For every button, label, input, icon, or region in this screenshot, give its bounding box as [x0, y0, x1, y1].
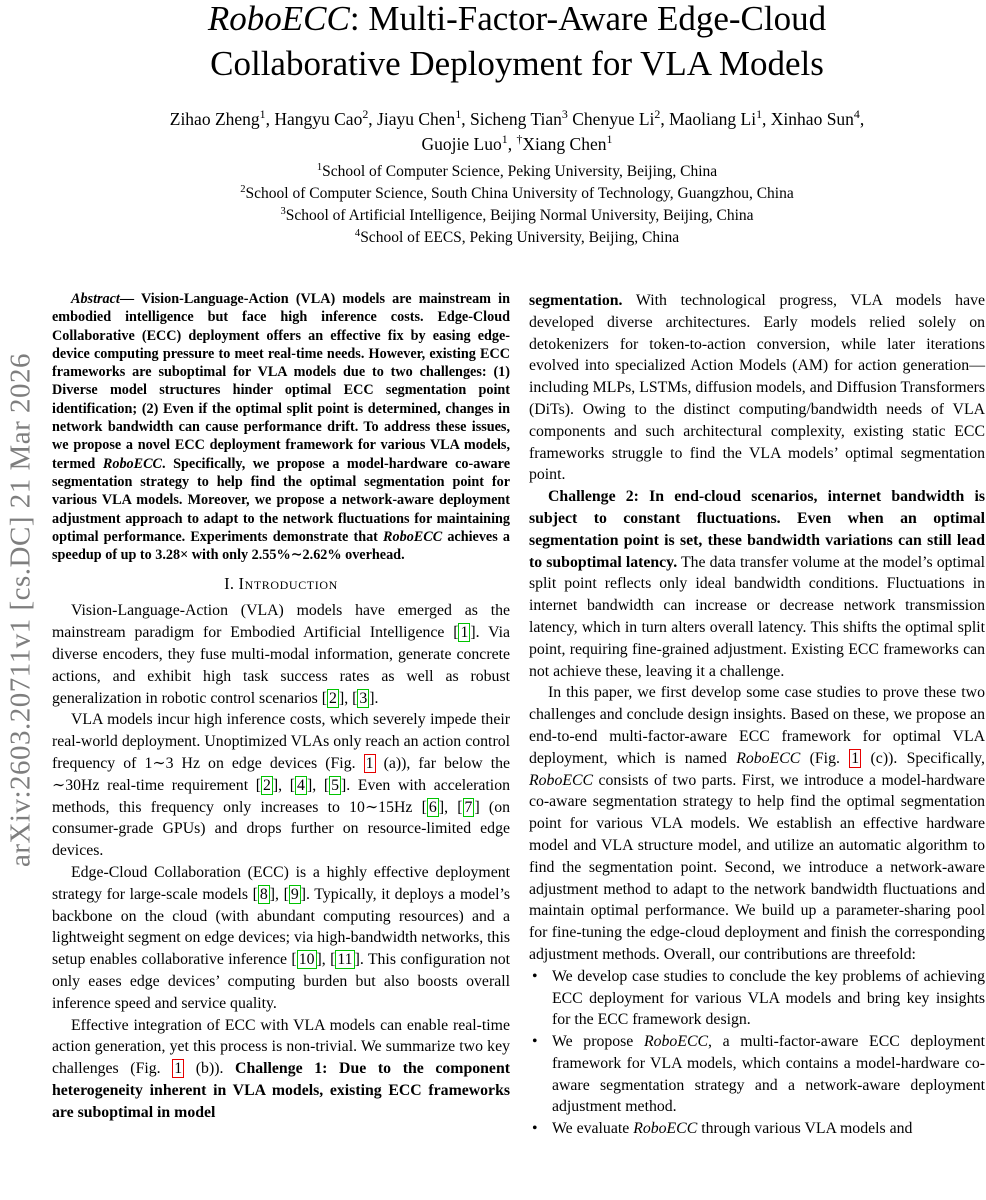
right-column	[529, 290, 985, 1140]
citation-link[interactable]: 8	[259, 885, 268, 903]
arxiv-watermark: arXiv:2603.20711v1 [cs.DC] 21 Mar 2026	[4, 352, 37, 868]
text-segment: RoboECC	[643, 1033, 709, 1051]
contribution-list-item-2	[529, 1031, 985, 1118]
affiliation-line-4	[49, 227, 985, 249]
text-segment: , Hangyu Cao	[265, 109, 363, 129]
text-segment: 2	[654, 107, 661, 122]
text-segment: Vision-Language-Action (VLA) models have emerged as the mainstream paradigm for Embodied Artificial Intelligence [	[52, 602, 510, 642]
text-segment: I.	[224, 574, 239, 594]
section-heading-introduction	[52, 574, 510, 593]
citation-link[interactable]: 5	[331, 776, 339, 794]
affiliation-line-1	[49, 161, 985, 183]
text-segment: , Maoliang Li	[660, 109, 757, 129]
text-segment: 2	[240, 183, 246, 195]
intro-paragraph-2	[52, 709, 510, 862]
text-segment: School of EECS, Peking University, Beijing, China	[360, 229, 680, 246]
authors-line1	[49, 107, 985, 132]
abstract-paragraph	[52, 290, 510, 564]
text-segment: Abstract	[71, 291, 120, 307]
text-segment: ], [	[306, 776, 330, 794]
text-segment: Challenge 2: In end-cloud scenarios, internet bandwidth is subject to constant fluctuations. Even when an optimal segmentation point is set, these bandwidth variations can still lead to suboptimal latency.	[529, 488, 985, 571]
citation-link[interactable]: 9	[290, 885, 299, 903]
text-segment: (Fig.	[800, 749, 850, 767]
text-segment: We evaluate	[552, 1120, 634, 1138]
text-segment: ].	[369, 689, 379, 707]
text-segment: Challenge 1: Due to the component heterogeneity inherent in VLA models, existing ECC frameworks are suboptimal in model	[52, 1060, 510, 1121]
intro-paragraph-5	[529, 290, 985, 486]
text-segment: , a multi-factor-aware ECC deployment framework for VLA models, which contains a model-hardware co-aware segmentation strategy and a network-aware deployment adjustment method.	[552, 1033, 985, 1116]
text-segment: , Xinhao Sun	[762, 109, 854, 129]
text-segment: RoboECC	[207, 0, 350, 38]
bullet-icon: •	[532, 1120, 538, 1138]
text-segment: ], [	[338, 689, 358, 707]
text-segment: We develop case studies to conclude the key problems of achieving ECC deployment for various VLA models and bring key insights for the ECC framework design.	[552, 967, 985, 1029]
text-segment: Effective integration of ECC with VLA models can enable real-time action generation, yet this process is non-trivial. We summarize two key challenges (Fig.	[52, 1016, 510, 1078]
text-segment: segmentation.	[529, 292, 623, 309]
text-segment: ], [	[438, 798, 463, 816]
intro-paragraph-7	[529, 682, 985, 965]
text-segment: VLA models incur high inference costs, which severely impede their real-world deployment. Unoptimized VLAs only reach an action control frequency of 1∼3 Hz on edge devices (Fig.	[52, 711, 510, 773]
paper-title	[49, 0, 985, 86]
citation-link[interactable]: 2	[329, 689, 337, 707]
text-segment: 1	[756, 107, 763, 122]
figure-ref-link[interactable]: 1	[851, 749, 860, 767]
bullet-text-1	[552, 966, 985, 1031]
text-segment: . Specifically, we propose a model-hardware co-aware segmentation strategy to help find the optimal segmentation point for various VLA models. Moreover, we propose a network-aware deployment adjustment approach to adapt to the network fluctuations for maintaining optimal performance. Experiments demonstrate that	[52, 455, 510, 545]
text-segment: †	[516, 132, 523, 147]
figure-ref-link[interactable]: 1	[365, 755, 374, 773]
text-segment: ]. Via diverse encoders, they fuse multi-modal information, generate concrete actions, and exhibit high task success rates as well as robust generalization in robotic control scenarios [	[52, 624, 510, 707]
bullet-text-3	[552, 1118, 985, 1140]
text-segment: 1	[259, 107, 266, 122]
text-segment: RoboECC	[736, 749, 801, 767]
text-segment: (a)), far below the ∼30Hz real-time requirement [	[52, 755, 511, 794]
paper-title-line2	[49, 41, 985, 86]
text-segment: RoboECC	[383, 528, 443, 545]
text-segment: RoboECC	[633, 1120, 698, 1138]
intro-paragraph-6	[529, 486, 985, 682]
author-list	[49, 107, 985, 157]
text-segment: (b)).	[184, 1060, 236, 1078]
text-segment: ] (on consumer-grade GPUs) and drops further on resource-limited edge devices.	[52, 798, 510, 860]
text-segment: 4	[354, 227, 361, 239]
intro-paragraph-3	[52, 862, 510, 1015]
text-segment: Guojie Luo	[421, 134, 502, 154]
citation-link[interactable]: 4	[297, 776, 305, 794]
bullet-icon: •	[532, 967, 538, 985]
text-segment: ,	[507, 134, 517, 154]
contribution-list-item-1	[529, 966, 985, 1031]
text-segment: 3	[561, 107, 568, 122]
citation-link[interactable]: 3	[359, 689, 368, 707]
paper-header	[49, 0, 985, 249]
text-segment: School of Artificial Intelligence, Beijing Normal University, Beijing, China	[285, 207, 754, 224]
text-segment: (c)). Specifically,	[861, 749, 986, 767]
text-segment: 1	[501, 132, 508, 147]
text-segment: 2	[362, 107, 369, 122]
text-segment: Xiang Chen	[522, 134, 607, 154]
text-segment: 1	[455, 107, 462, 122]
text-segment: — Vision-Language-Action (VLA) models are mainstream in embodied intelligence but face high inference costs. Edge-Cloud Collaborative (ECC) deployment offers an effective fix by easing edge-device computing pressure to meet real-time needs. However, existing ECC frameworks are suboptimal for VLA models due to two challenges: (1) Diverse model structures hinder optimal ECC segmentation point identification; (2) Even if the optimal split point is determined, changes in network bandwidth can cause performance drift. To address these issues, we propose a novel ECC deployment framework for various VLA models, termed	[52, 291, 510, 472]
text-segment: Introduction	[238, 574, 338, 594]
text-segment: through various VLA models and	[697, 1120, 913, 1138]
text-segment: RoboECC	[102, 455, 163, 472]
text-segment: , Sicheng Tian	[461, 109, 562, 129]
text-segment: ,	[859, 109, 865, 129]
citation-link[interactable]: 11	[337, 951, 353, 969]
text-segment: Collaborative Deployment for VLA Models	[210, 44, 824, 83]
bullet-icon: •	[532, 1033, 538, 1051]
text-segment: ]. Typically, it deploys a model’s backbone on the cloud (with abundant computing resources) and a lightweight segment on edge devices; via high-bandwidth networks, this setup enables collaborative inference [	[52, 885, 510, 969]
text-segment: ], [	[316, 951, 336, 969]
authors-line2	[49, 132, 985, 157]
text-segment: 4	[853, 107, 860, 122]
citation-link[interactable]: 10	[298, 951, 315, 969]
text-segment: 3	[280, 205, 286, 217]
intro-paragraph-4	[52, 1015, 510, 1124]
text-segment: With technological progress, VLA models have developed diverse architectures. Early models relied solely on detokenizers for token-to-action conversion, while later iterations evolved into specialized Action Models (AM) for action generation—including MLPs, LSTMs, diffusion models, and Diffusion Transformers (DiTs). Owing to the distinct computing/bandwidth needs of VLA components and such architectural complexity, existing static ECC frameworks struggle to find the VLA models’ optimal segmentation point.	[529, 292, 985, 484]
text-segment: The data transfer volume at the model’s optimal split point reflects only ideal bandwidth conditions. Fluctuations in internet bandwidth can increase or decrease network transmission latency, which in turn alters overall latency. This shifts the optimal split point, requiring fine-grained adjustment. Existing ECC frameworks can not achieve these, leaving it a challenge.	[529, 553, 985, 680]
left-column	[52, 290, 510, 1124]
text-segment: consists of two parts. First, we introduce a model-hardware co-aware segmentation strategy to help find the optimal segmentation point for various VLA models. We establish an effective hardware model and VLA structure model, and utilize an automatic algorithm to find the segmentation point. Second, we introduce a network-aware adjustment method to adapt to the network bandwidth fluctuations and maintain optimal performance. We build up a parameter-sharing pool for fine-tuning the edge-cloud deployment and finish the corresponding adjustment methods. Overall, our contributions are threefold:	[529, 771, 985, 963]
text-segment: We propose	[552, 1033, 644, 1051]
affiliation-line-3	[49, 205, 985, 227]
text-segment: School of Computer Science, South China University of Technology, Guangzhou, China	[245, 185, 794, 202]
figure-ref-link[interactable]: 1	[174, 1060, 183, 1078]
affiliation-line-2	[49, 183, 985, 205]
affiliation-list	[49, 161, 985, 249]
intro-paragraph-1	[52, 600, 510, 709]
citation-link[interactable]: 2	[263, 776, 271, 794]
text-segment: ], [	[269, 885, 289, 903]
text-segment: Chenyue Li	[567, 109, 655, 129]
text-segment: 1	[606, 132, 613, 147]
bullet-text-2	[552, 1031, 985, 1118]
citation-link[interactable]: 6	[428, 798, 437, 816]
text-segment: ], [	[272, 776, 296, 794]
contribution-list-item-3	[529, 1118, 985, 1140]
text-segment: , Jiayu Chen	[368, 109, 456, 129]
text-segment: Edge-Cloud Collaboration (ECC) is a highly effective deployment strategy for large-scale models [	[52, 864, 510, 903]
text-segment: 1	[316, 161, 323, 173]
text-segment: : Multi-Factor-Aware Edge-Cloud	[349, 0, 827, 38]
citation-link[interactable]: 7	[464, 798, 473, 816]
text-segment: ]. Even with acceleration methods, this frequency only increases to 10∼15Hz [	[52, 776, 510, 816]
text-segment: ]. This configuration not only eases edge devices’ computing burden but also boosts overall inference speed and service quality.	[52, 951, 511, 1012]
text-segment: In this paper, we first develop some case studies to prove these two challenges and conclude design insights. Based on these, we propose an end-to-end multi-factor-aware ECC framework for optimal VLA deployment, which is named	[529, 684, 985, 767]
citation-link[interactable]: 1	[460, 624, 469, 642]
text-segment: Zihao Zheng	[169, 109, 260, 129]
text-segment: RoboECC	[529, 771, 594, 789]
text-segment: School of Computer Science, Peking University, Beijing, China	[322, 163, 718, 180]
text-segment: achieves a speedup of up to 3.28× with only 2.55%∼2.62% overhead.	[52, 528, 510, 564]
paper-title-line1	[49, 0, 985, 41]
